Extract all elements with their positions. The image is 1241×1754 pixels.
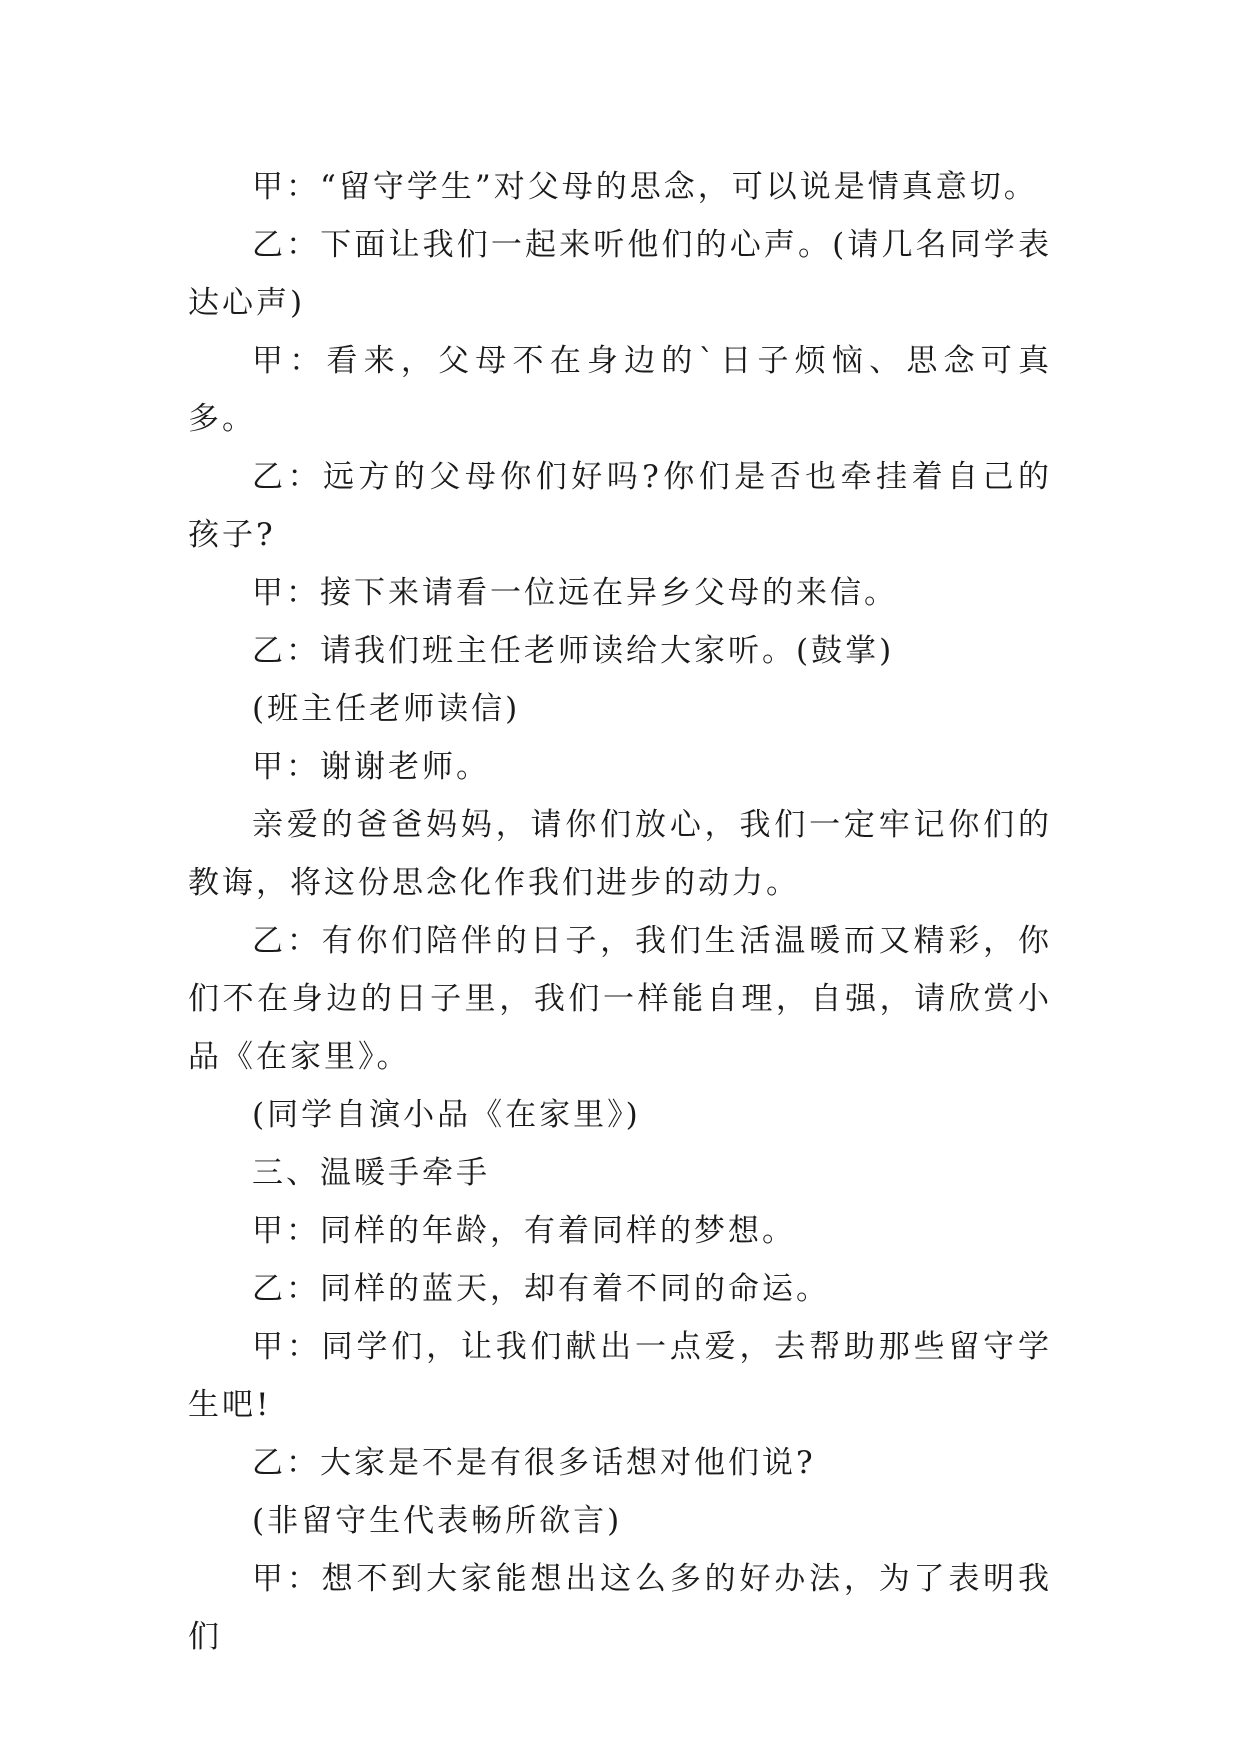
paragraph: 甲：接下来请看一位远在异乡父母的来信。	[252, 575, 898, 611]
paragraph: 乙：远方的父母你们好吗?你们是否也牵挂着自己的孩子?	[188, 459, 1052, 553]
paragraph: 乙：大家是不是有很多话想对他们说?	[252, 1445, 816, 1481]
paragraph: (同学自演小品《在家里》)	[252, 1097, 641, 1133]
paragraph: 甲：同学们，让我们献出一点爱，去帮助那些留守学生吧!	[188, 1329, 1052, 1423]
paragraph: (班主任老师读信)	[252, 691, 521, 727]
paragraph: 亲爱的爸爸妈妈，请你们放心，我们一定牢记你们的教诲，将这份思念化作我们进步的动力。	[188, 807, 1052, 901]
paragraph: 甲：看来，父母不在身边的`日子烦恼、思念可真多。	[188, 343, 1052, 437]
paragraph: 甲：谢谢老师。	[252, 749, 490, 785]
paragraph: 乙：下面让我们一起来听他们的心声。(请几名同学表达心声)	[188, 227, 1052, 321]
paragraph: (非留守生代表畅所欲言)	[252, 1503, 623, 1539]
paragraph: 甲：“留守学生”对父母的思念，可以说是情真意切。	[252, 169, 1038, 205]
paragraph: 甲：同样的年龄，有着同样的梦想。	[252, 1213, 796, 1249]
paragraph: 乙：有你们陪伴的日子，我们生活温暖而又精彩，你们不在身边的日子里，我们一样能自理，自强，请欣赏小品《在家里》。	[188, 923, 1052, 1075]
paragraph: 乙：同样的蓝天，却有着不同的命运。	[252, 1271, 830, 1307]
paragraph: 甲：想不到大家能想出这么多的好办法，为了表明我们	[188, 1561, 1052, 1655]
paragraph: 乙：请我们班主任老师读给大家听。(鼓掌)	[252, 633, 895, 669]
section-heading: 三、温暖手牵手	[252, 1155, 490, 1191]
document-body	[188, 158, 1052, 1666]
